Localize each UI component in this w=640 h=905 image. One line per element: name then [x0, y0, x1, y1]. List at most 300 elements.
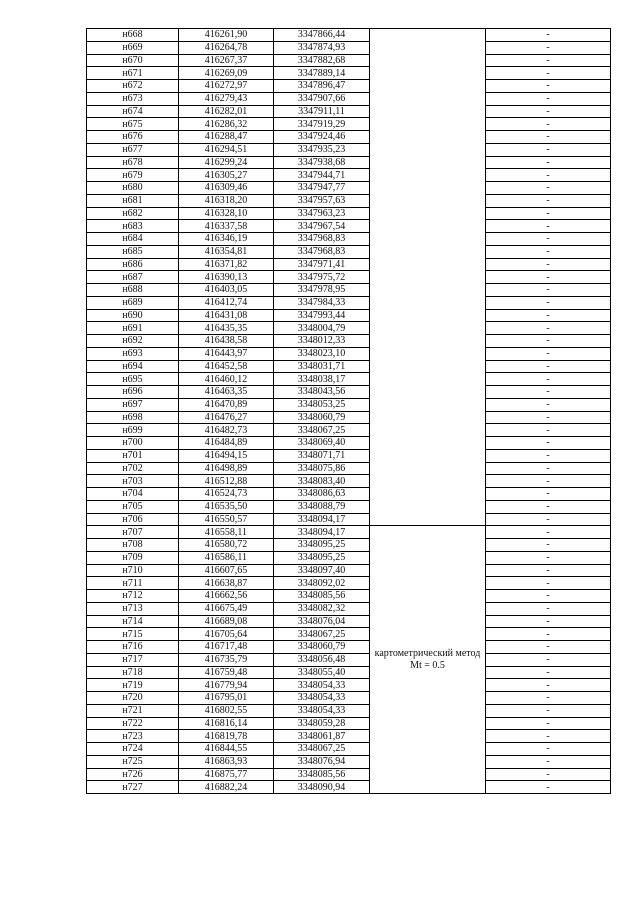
accuracy-cell: - [486, 679, 611, 692]
point-id-cell: н707 [87, 526, 179, 539]
accuracy-cell: - [486, 284, 611, 297]
point-id-cell: н704 [87, 488, 179, 501]
y-coordinate-cell: 3348069,40 [274, 437, 370, 450]
x-coordinate-cell: 416795,01 [179, 692, 274, 705]
accuracy-cell: - [486, 641, 611, 654]
table-row [87, 347, 611, 360]
point-id-cell: н711 [87, 577, 179, 590]
y-coordinate-cell: 3347967,54 [274, 220, 370, 233]
table-row [87, 54, 611, 67]
point-id-cell: н677 [87, 143, 179, 156]
table-row [87, 488, 611, 501]
accuracy-cell: - [486, 628, 611, 641]
x-coordinate-cell: 416438,58 [179, 335, 274, 348]
table-row [87, 309, 611, 322]
point-id-cell: н695 [87, 373, 179, 386]
table-row [87, 539, 611, 552]
accuracy-cell: - [486, 143, 611, 156]
x-coordinate-cell: 416318,20 [179, 194, 274, 207]
x-coordinate-cell: 416875,77 [179, 768, 274, 781]
y-coordinate-cell: 3347911,11 [274, 105, 370, 118]
point-id-cell: н713 [87, 602, 179, 615]
x-coordinate-cell: 416371,82 [179, 258, 274, 271]
point-id-cell: н687 [87, 271, 179, 284]
point-id-cell: н670 [87, 54, 179, 67]
point-id-cell: н678 [87, 156, 179, 169]
table-row [87, 118, 611, 131]
point-id-cell: н702 [87, 462, 179, 475]
accuracy-cell: - [486, 768, 611, 781]
x-coordinate-cell: 416279,43 [179, 92, 274, 105]
y-coordinate-cell: 3348076,04 [274, 615, 370, 628]
table-row [87, 717, 611, 730]
x-coordinate-cell: 416512,88 [179, 475, 274, 488]
accuracy-cell: - [486, 258, 611, 271]
point-id-cell: н719 [87, 679, 179, 692]
point-id-cell: н682 [87, 207, 179, 220]
table-row [87, 526, 611, 539]
table-row [87, 220, 611, 233]
table-row [87, 233, 611, 246]
point-id-cell: н701 [87, 449, 179, 462]
table-row [87, 373, 611, 386]
y-coordinate-cell: 3348061,87 [274, 730, 370, 743]
x-coordinate-cell: 416337,58 [179, 220, 274, 233]
y-coordinate-cell: 3348012,33 [274, 335, 370, 348]
y-coordinate-cell: 3348054,33 [274, 704, 370, 717]
accuracy-cell: - [486, 105, 611, 118]
x-coordinate-cell: 416354,81 [179, 245, 274, 258]
y-coordinate-cell: 3348053,25 [274, 398, 370, 411]
table-row [87, 398, 611, 411]
point-id-cell: н684 [87, 233, 179, 246]
point-id-cell: н727 [87, 781, 179, 794]
y-coordinate-cell: 3348085,56 [274, 768, 370, 781]
table-row [87, 679, 611, 692]
accuracy-cell: - [486, 500, 611, 513]
x-coordinate-cell: 416689,08 [179, 615, 274, 628]
method-cell: картометрический метод Mt = 0.5 [370, 526, 486, 794]
table-row [87, 360, 611, 373]
coordinates-table-body [87, 29, 611, 794]
point-id-cell: н691 [87, 322, 179, 335]
y-coordinate-cell: 3348060,79 [274, 411, 370, 424]
y-coordinate-cell: 3347919,29 [274, 118, 370, 131]
table-row [87, 169, 611, 182]
y-coordinate-cell: 3348094,17 [274, 513, 370, 526]
point-id-cell: н716 [87, 641, 179, 654]
y-coordinate-cell: 3348095,25 [274, 551, 370, 564]
accuracy-cell: - [486, 169, 611, 182]
table-row [87, 182, 611, 195]
table-row [87, 641, 611, 654]
table-row [87, 692, 611, 705]
table-row [87, 258, 611, 271]
x-coordinate-cell: 416272,97 [179, 80, 274, 93]
x-coordinate-cell: 416844,55 [179, 743, 274, 756]
point-id-cell: н703 [87, 475, 179, 488]
point-id-cell: н672 [87, 80, 179, 93]
x-coordinate-cell: 416882,24 [179, 781, 274, 794]
y-coordinate-cell: 3348090,94 [274, 781, 370, 794]
y-coordinate-cell: 3347944,71 [274, 169, 370, 182]
x-coordinate-cell: 416412,74 [179, 296, 274, 309]
y-coordinate-cell: 3347993,44 [274, 309, 370, 322]
x-coordinate-cell: 416346,19 [179, 233, 274, 246]
y-coordinate-cell: 3347971,41 [274, 258, 370, 271]
point-id-cell: н698 [87, 411, 179, 424]
table-row [87, 105, 611, 118]
y-coordinate-cell: 3348059,28 [274, 717, 370, 730]
point-id-cell: н706 [87, 513, 179, 526]
accuracy-cell: - [486, 564, 611, 577]
point-id-cell: н679 [87, 169, 179, 182]
y-coordinate-cell: 3348092,02 [274, 577, 370, 590]
accuracy-cell: - [486, 29, 611, 42]
point-id-cell: н723 [87, 730, 179, 743]
x-coordinate-cell: 416607,65 [179, 564, 274, 577]
table-row [87, 615, 611, 628]
accuracy-cell: - [486, 182, 611, 195]
accuracy-cell: - [486, 475, 611, 488]
x-coordinate-cell: 416863,93 [179, 755, 274, 768]
accuracy-cell: - [486, 92, 611, 105]
accuracy-cell: - [486, 653, 611, 666]
y-coordinate-cell: 3347874,93 [274, 41, 370, 54]
point-id-cell: н718 [87, 666, 179, 679]
table-row [87, 513, 611, 526]
table-row [87, 41, 611, 54]
point-id-cell: н680 [87, 182, 179, 195]
y-coordinate-cell: 3347968,83 [274, 233, 370, 246]
table-row [87, 564, 611, 577]
accuracy-cell: - [486, 398, 611, 411]
x-coordinate-cell: 416735,79 [179, 653, 274, 666]
x-coordinate-cell: 416443,97 [179, 347, 274, 360]
x-coordinate-cell: 416717,48 [179, 641, 274, 654]
accuracy-cell: - [486, 194, 611, 207]
point-id-cell: н669 [87, 41, 179, 54]
point-id-cell: н722 [87, 717, 179, 730]
y-coordinate-cell: 3348097,40 [274, 564, 370, 577]
table-row [87, 411, 611, 424]
y-coordinate-cell: 3348085,56 [274, 590, 370, 603]
y-coordinate-cell: 3348055,40 [274, 666, 370, 679]
accuracy-cell: - [486, 220, 611, 233]
accuracy-cell: - [486, 704, 611, 717]
x-coordinate-cell: 416550,57 [179, 513, 274, 526]
point-id-cell: н712 [87, 590, 179, 603]
table-row [87, 131, 611, 144]
accuracy-cell: - [486, 67, 611, 80]
x-coordinate-cell: 416261,90 [179, 29, 274, 42]
table-row [87, 271, 611, 284]
y-coordinate-cell: 3347896,47 [274, 80, 370, 93]
y-coordinate-cell: 3347984,33 [274, 296, 370, 309]
accuracy-cell: - [486, 245, 611, 258]
accuracy-cell: - [486, 373, 611, 386]
accuracy-cell: - [486, 309, 611, 322]
table-row [87, 29, 611, 42]
point-id-cell: н724 [87, 743, 179, 756]
x-coordinate-cell: 416819,78 [179, 730, 274, 743]
point-id-cell: н696 [87, 386, 179, 399]
table-row [87, 666, 611, 679]
accuracy-cell: - [486, 347, 611, 360]
point-id-cell: н690 [87, 309, 179, 322]
y-coordinate-cell: 3347889,14 [274, 67, 370, 80]
point-id-cell: н686 [87, 258, 179, 271]
x-coordinate-cell: 416779,94 [179, 679, 274, 692]
x-coordinate-cell: 416288,47 [179, 131, 274, 144]
y-coordinate-cell: 3348076,94 [274, 755, 370, 768]
accuracy-cell: - [486, 513, 611, 526]
table-row [87, 92, 611, 105]
accuracy-cell: - [486, 615, 611, 628]
point-id-cell: н693 [87, 347, 179, 360]
accuracy-cell: - [486, 462, 611, 475]
table-row [87, 143, 611, 156]
accuracy-cell: - [486, 271, 611, 284]
y-coordinate-cell: 3347882,68 [274, 54, 370, 67]
x-coordinate-cell: 416264,78 [179, 41, 274, 54]
y-coordinate-cell: 3348075,86 [274, 462, 370, 475]
y-coordinate-cell: 3348004,79 [274, 322, 370, 335]
table-row [87, 207, 611, 220]
accuracy-cell: - [486, 730, 611, 743]
table-row [87, 322, 611, 335]
table-row [87, 590, 611, 603]
y-coordinate-cell: 3348082,32 [274, 602, 370, 615]
y-coordinate-cell: 3347907,66 [274, 92, 370, 105]
y-coordinate-cell: 3347938,68 [274, 156, 370, 169]
table-row [87, 743, 611, 756]
x-coordinate-cell: 416524,73 [179, 488, 274, 501]
x-coordinate-cell: 416403,05 [179, 284, 274, 297]
point-id-cell: н721 [87, 704, 179, 717]
accuracy-cell: - [486, 335, 611, 348]
x-coordinate-cell: 416586,11 [179, 551, 274, 564]
accuracy-cell: - [486, 322, 611, 335]
point-id-cell: н726 [87, 768, 179, 781]
x-coordinate-cell: 416558,11 [179, 526, 274, 539]
table-row [87, 245, 611, 258]
point-id-cell: н675 [87, 118, 179, 131]
table-row [87, 462, 611, 475]
y-coordinate-cell: 3348054,33 [274, 679, 370, 692]
point-id-cell: н714 [87, 615, 179, 628]
accuracy-cell: - [486, 692, 611, 705]
y-coordinate-cell: 3348054,33 [274, 692, 370, 705]
table-row [87, 437, 611, 450]
accuracy-cell: - [486, 411, 611, 424]
accuracy-cell: - [486, 424, 611, 437]
table-row [87, 755, 611, 768]
x-coordinate-cell: 416460,12 [179, 373, 274, 386]
accuracy-cell: - [486, 602, 611, 615]
x-coordinate-cell: 416452,58 [179, 360, 274, 373]
point-id-cell: н705 [87, 500, 179, 513]
coordinates-table [86, 28, 611, 794]
x-coordinate-cell: 416498,89 [179, 462, 274, 475]
accuracy-cell: - [486, 156, 611, 169]
table-row [87, 475, 611, 488]
x-coordinate-cell: 416299,24 [179, 156, 274, 169]
point-id-cell: н688 [87, 284, 179, 297]
point-id-cell: н692 [87, 335, 179, 348]
point-id-cell: н685 [87, 245, 179, 258]
table-row [87, 551, 611, 564]
y-coordinate-cell: 3348067,25 [274, 424, 370, 437]
accuracy-cell: - [486, 551, 611, 564]
point-id-cell: н671 [87, 67, 179, 80]
y-coordinate-cell: 3348023,10 [274, 347, 370, 360]
accuracy-cell: - [486, 54, 611, 67]
accuracy-cell: - [486, 360, 611, 373]
x-coordinate-cell: 416476,27 [179, 411, 274, 424]
accuracy-cell: - [486, 131, 611, 144]
x-coordinate-cell: 416638,87 [179, 577, 274, 590]
accuracy-cell: - [486, 755, 611, 768]
accuracy-cell: - [486, 781, 611, 794]
table-row [87, 156, 611, 169]
point-id-cell: н710 [87, 564, 179, 577]
x-coordinate-cell: 416802,55 [179, 704, 274, 717]
x-coordinate-cell: 416662,56 [179, 590, 274, 603]
x-coordinate-cell: 416286,32 [179, 118, 274, 131]
x-coordinate-cell: 416282,01 [179, 105, 274, 118]
table-row [87, 704, 611, 717]
table-row [87, 296, 611, 309]
accuracy-cell: - [486, 488, 611, 501]
table-row [87, 781, 611, 794]
table-row [87, 424, 611, 437]
x-coordinate-cell: 416705,64 [179, 628, 274, 641]
accuracy-cell: - [486, 666, 611, 679]
point-id-cell: н717 [87, 653, 179, 666]
accuracy-cell: - [486, 449, 611, 462]
table-row [87, 653, 611, 666]
point-id-cell: н699 [87, 424, 179, 437]
y-coordinate-cell: 3348094,17 [274, 526, 370, 539]
y-coordinate-cell: 3348031,71 [274, 360, 370, 373]
point-id-cell: н709 [87, 551, 179, 564]
y-coordinate-cell: 3348043,56 [274, 386, 370, 399]
table-row [87, 386, 611, 399]
table-row [87, 500, 611, 513]
point-id-cell: н720 [87, 692, 179, 705]
x-coordinate-cell: 416267,37 [179, 54, 274, 67]
table-row [87, 628, 611, 641]
point-id-cell: н676 [87, 131, 179, 144]
x-coordinate-cell: 416328,10 [179, 207, 274, 220]
accuracy-cell: - [486, 296, 611, 309]
x-coordinate-cell: 416294,51 [179, 143, 274, 156]
table-row [87, 768, 611, 781]
y-coordinate-cell: 3348038,17 [274, 373, 370, 386]
y-coordinate-cell: 3348083,40 [274, 475, 370, 488]
y-coordinate-cell: 3348060,79 [274, 641, 370, 654]
point-id-cell: н673 [87, 92, 179, 105]
x-coordinate-cell: 416535,50 [179, 500, 274, 513]
table-row [87, 67, 611, 80]
point-id-cell: н689 [87, 296, 179, 309]
table-row [87, 602, 611, 615]
x-coordinate-cell: 416470,89 [179, 398, 274, 411]
table-row [87, 730, 611, 743]
x-coordinate-cell: 416759,48 [179, 666, 274, 679]
table-row [87, 335, 611, 348]
y-coordinate-cell: 3347947,77 [274, 182, 370, 195]
x-coordinate-cell: 416435,35 [179, 322, 274, 335]
table-row [87, 284, 611, 297]
table-row [87, 577, 611, 590]
x-coordinate-cell: 416390,13 [179, 271, 274, 284]
accuracy-cell: - [486, 233, 611, 246]
x-coordinate-cell: 416463,35 [179, 386, 274, 399]
point-id-cell: н715 [87, 628, 179, 641]
y-coordinate-cell: 3348067,25 [274, 628, 370, 641]
point-id-cell: н694 [87, 360, 179, 373]
x-coordinate-cell: 416494,15 [179, 449, 274, 462]
table-row [87, 449, 611, 462]
y-coordinate-cell: 3347968,83 [274, 245, 370, 258]
accuracy-cell: - [486, 526, 611, 539]
y-coordinate-cell: 3347963,23 [274, 207, 370, 220]
accuracy-cell: - [486, 386, 611, 399]
point-id-cell: н681 [87, 194, 179, 207]
point-id-cell: н725 [87, 755, 179, 768]
accuracy-cell: - [486, 590, 611, 603]
y-coordinate-cell: 3348056,48 [274, 653, 370, 666]
y-coordinate-cell: 3348071,71 [274, 449, 370, 462]
table-row [87, 80, 611, 93]
point-id-cell: н708 [87, 539, 179, 552]
x-coordinate-cell: 416675,49 [179, 602, 274, 615]
y-coordinate-cell: 3347957,63 [274, 194, 370, 207]
x-coordinate-cell: 416309,46 [179, 182, 274, 195]
x-coordinate-cell: 416484,89 [179, 437, 274, 450]
x-coordinate-cell: 416305,27 [179, 169, 274, 182]
accuracy-cell: - [486, 539, 611, 552]
accuracy-cell: - [486, 577, 611, 590]
accuracy-cell: - [486, 41, 611, 54]
x-coordinate-cell: 416482,73 [179, 424, 274, 437]
x-coordinate-cell: 416431,08 [179, 309, 274, 322]
accuracy-cell: - [486, 743, 611, 756]
point-id-cell: н674 [87, 105, 179, 118]
accuracy-cell: - [486, 80, 611, 93]
x-coordinate-cell: 416269,09 [179, 67, 274, 80]
y-coordinate-cell: 3347975,72 [274, 271, 370, 284]
point-id-cell: н683 [87, 220, 179, 233]
point-id-cell: н697 [87, 398, 179, 411]
accuracy-cell: - [486, 437, 611, 450]
y-coordinate-cell: 3347978,95 [274, 284, 370, 297]
y-coordinate-cell: 3347935,23 [274, 143, 370, 156]
x-coordinate-cell: 416816,14 [179, 717, 274, 730]
y-coordinate-cell: 3348067,25 [274, 743, 370, 756]
y-coordinate-cell: 3348086,63 [274, 488, 370, 501]
point-id-cell: н700 [87, 437, 179, 450]
y-coordinate-cell: 3348088,79 [274, 500, 370, 513]
method-cell [370, 29, 486, 526]
x-coordinate-cell: 416580,72 [179, 539, 274, 552]
y-coordinate-cell: 3347866,44 [274, 29, 370, 42]
accuracy-cell: - [486, 207, 611, 220]
y-coordinate-cell: 3348095,25 [274, 539, 370, 552]
point-id-cell: н668 [87, 29, 179, 42]
